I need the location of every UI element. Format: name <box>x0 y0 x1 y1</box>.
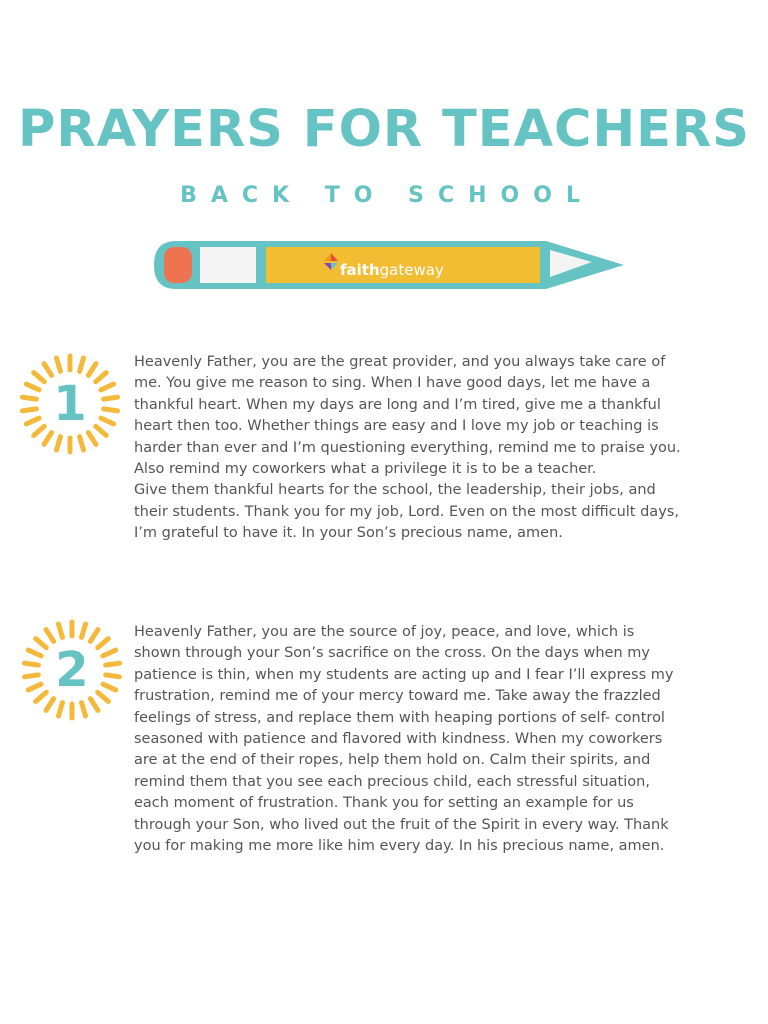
prayer-line: patience is thin, when my students are acting up and I fear I’ll express my <box>134 666 674 683</box>
brand-name-bold: faith <box>340 261 380 279</box>
prayer-line: remind them that you see each precious child, each stressful situation, <box>134 773 650 790</box>
prayer-line: frustration, remind me of your mercy toward me. Take away the frazzled <box>134 688 661 705</box>
prayer-line: their students. Thank you for my job, Lord. Even on the most difficult days, <box>134 503 679 520</box>
prayer-number: 1 <box>53 376 87 432</box>
prayer-line: through your Son, who lived out the fruit of the Spirit in every way. Thank <box>134 816 669 833</box>
prayer-line: feelings of stress, and replace them with heaping portions of self- control <box>134 709 665 726</box>
prayer-line: seasoned with patience and flavored with kindness. When my coworkers <box>134 731 663 748</box>
prayer-line: are at the end of their ropes, help them hold on. Calm their spirits, and <box>134 752 651 769</box>
prayer-line: harder than ever and I’m questioning everything, remind me to praise you. <box>134 439 681 456</box>
brand-name-regular: gateway <box>379 261 444 279</box>
prayer-number-badge <box>20 618 124 722</box>
prayer-line: you for making me more like him every day. In his precious name, amen. <box>134 838 665 855</box>
faithgateway-logo-icon <box>322 251 340 271</box>
faithgateway-logo-text <box>340 258 444 282</box>
page-title: PRAYERS FOR TEACHERS <box>17 100 751 159</box>
prayer-line: heart then too. Whether things are easy and I love my job or teaching is <box>134 418 659 435</box>
prayer-number: 2 <box>55 642 89 698</box>
prayer-line: Heavenly Father, you are the great provider, and you always take care of <box>134 354 666 370</box>
prayer-line: Give them thankful hearts for the school, the leadership, their jobs, and <box>134 482 656 499</box>
prayer-line: thankful heart. When my days are long and I’m tired, give me a thankful <box>134 396 661 413</box>
prayer-text <box>134 352 714 545</box>
prayer-number-badge <box>18 352 122 456</box>
prayer-line: each moment of frustration. Thank you for setting an example for us <box>134 795 634 812</box>
prayer-line: me. You give me reason to sing. When I have good days, let me have a <box>134 375 651 392</box>
prayer-line: Also remind my coworkers what a privilege it is to be a teacher. <box>134 461 597 478</box>
prayer-line: Heavenly Father, you are the source of joy, peace, and love, which is <box>134 624 635 640</box>
prayer-line: shown through your Son’s sacrifice on the cross. On the days when my <box>134 645 650 662</box>
page-subtitle: BACK TO SCHOOL <box>180 183 594 208</box>
prayer-line: I’m grateful to have it. In your Son’s precious name, amen. <box>134 525 563 542</box>
prayer-text <box>134 622 714 857</box>
